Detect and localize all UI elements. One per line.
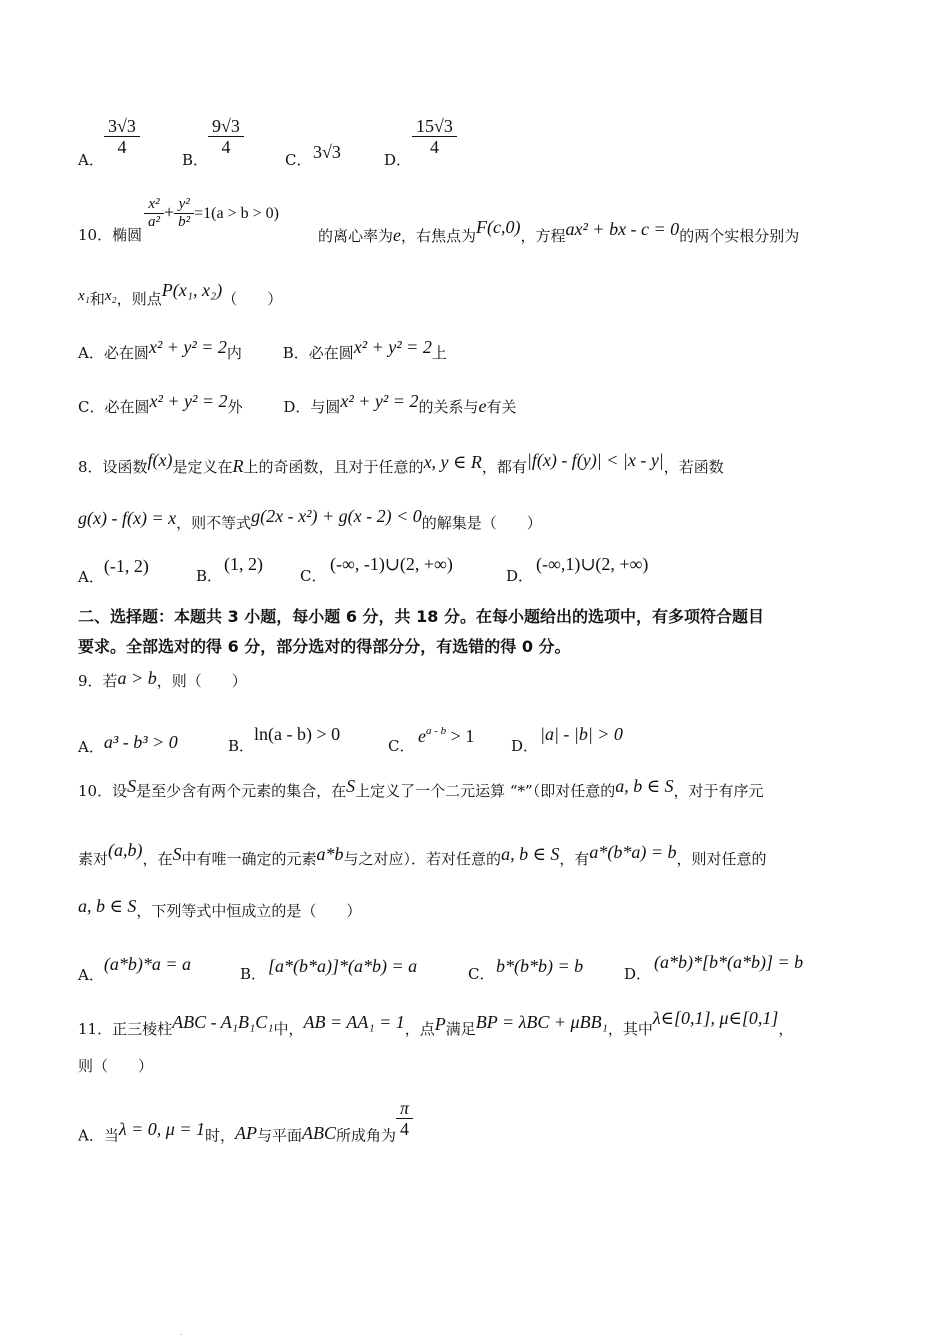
question-9: 9．若a > b，则（ ） xyxy=(78,668,247,690)
question-8-line2: g(x) - f(x) = x，则不等式g(2x - x²) + g(x - 2) < 0的解集是（ ） xyxy=(78,506,542,532)
option-d-value: $\frac{15√3}{4}$ xyxy=(412,116,457,157)
question-10-ellipse xyxy=(78,225,142,245)
question-10-op-line1: 10．设S是至少含有两个元素的集合，在S上定义了一个二元运算 “*”（即对任意的a, b ∈ S，对于有序元 xyxy=(78,776,764,800)
question-10-op-line2: 素对(a,b)，在S中有唯一确定的元素a*b与之对应）．若对任意的a, b ∈ S，有a*(b*a) = b，则对任意的 xyxy=(78,840,767,868)
option-b: B． xyxy=(182,151,209,169)
section-2-heading-line2: 要求。全部选对的得 6 分，部分选对的得部分分，有选错的得 0 分。 xyxy=(78,637,571,656)
question-8-options: A．(-1, 2) B． (1, 2) C． (-∞, -1)∪(2, +∞) D． (-∞,1)∪(2, +∞) xyxy=(78,554,649,586)
footer-dot: . xyxy=(180,1328,183,1337)
ellipse-equation: $\frac{\text{x²}}{\text{a²}}$ + $\frac{\text{y²}}{\text{b²}}$ =1(a > b > 0) xyxy=(144,196,279,231)
question-8-line1: 8．设函数f(x)是定义在R上的奇函数，且对于任意的x, y ∈ R，都有|f(x) - f(y)| < |x - y|，若函数 xyxy=(78,450,724,476)
question-11-option-a: A．当λ = 0, μ = 1时，AP与平面ABC所成角为 $\frac{\pi}{4}$ xyxy=(78,1116,413,1157)
question-10-op-line3: a, b ∈ S，下列等式中恒成立的是（ ） xyxy=(78,896,362,920)
option-b-value: $\frac{9√3}{4}$ xyxy=(208,116,244,157)
question-9-options: A．a³ - b³ > 0 B． ln(a - b) > 0 C． $e^{a - b} > 1$ D． |a| - |b| > 0 xyxy=(78,724,623,756)
question-10-text: 的离心率为e，右焦点为F(c,0)，方程ax² + bx - c = 0的两个实根分别为 xyxy=(318,217,800,245)
question-10-op-options: A．(a*b)*a = a B． [a*(b*a)]*(a*b) = a C． b*(b*b) = b D． (a*b)*[b*(a*b)] = b xyxy=(78,952,804,984)
question-10-options-ab: A．必在圆x² + y² = 2内 B．必在圆x² + y² = 2上 xyxy=(78,337,447,362)
option-a-value: $\frac{3√3}{4}$ xyxy=(104,116,140,157)
question-11-line1: 11．正三棱柱ABC - A₁B₁C₁中，AB = AA₁ = 1，点P满足BP = λBC + μBB₁，其中λ∈[0,1], μ∈[0,1]， xyxy=(78,1008,794,1038)
question-number: 10．椭圆 xyxy=(78,226,143,244)
option-c-value: 3√3 xyxy=(313,142,341,162)
question-10-line2: x₁和x₂，则点P(x₁, x₂)（ ） xyxy=(78,280,283,308)
question-10-options-cd: C．必在圆x² + y² = 2外 D．与圆x² + y² = 2的关系与e有关 xyxy=(78,391,517,416)
option-a: A． xyxy=(78,151,104,169)
option-c: C． xyxy=(285,151,312,169)
question-11-line2: 则（ ） xyxy=(78,1057,154,1075)
option-d: D． xyxy=(384,151,412,169)
section-2-heading-line1: 二、选择题：本题共 3 小题，每小题 6 分，共 18 分。在每小题给出的选项中，有多项符合题目 xyxy=(78,607,764,626)
